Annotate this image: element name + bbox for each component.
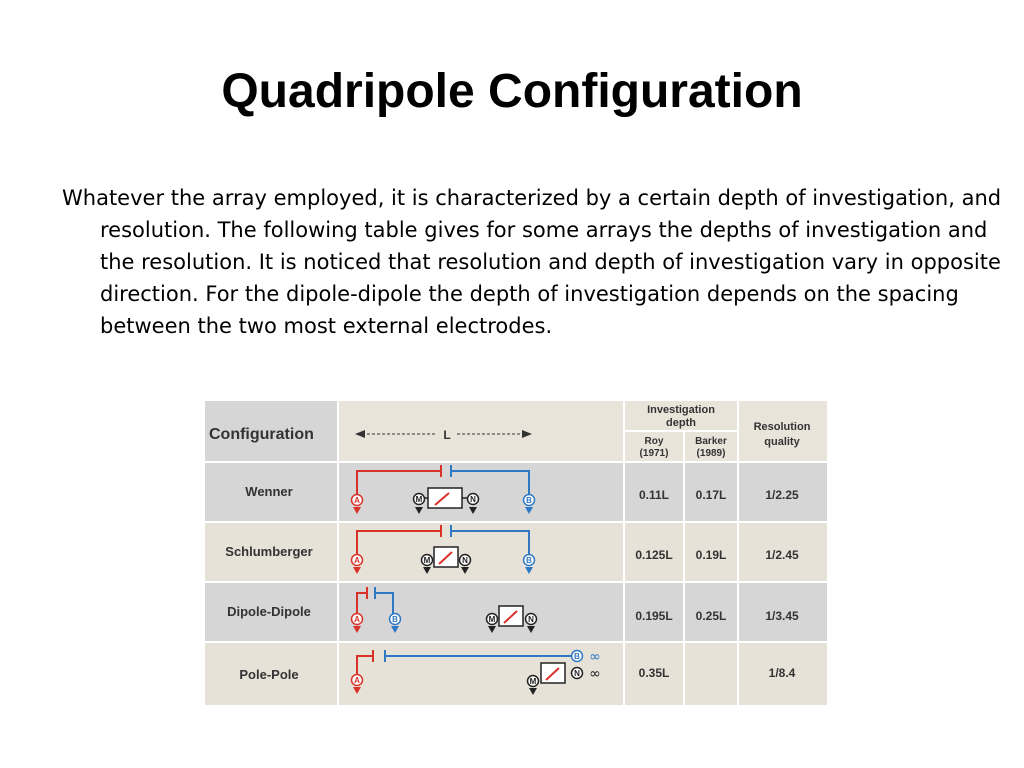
infinity-icon: ∞ (589, 649, 601, 665)
header-barker-line1: Barker (695, 436, 727, 447)
svg-text:M: M (529, 677, 537, 686)
svg-text:A: A (354, 556, 360, 565)
schlumberger-barker-value: 0.19L (695, 548, 727, 562)
dipole-barker-value: 0.25L (695, 609, 727, 623)
header-configuration: Configuration (209, 426, 314, 443)
svg-text:A: A (354, 496, 360, 505)
wenner-roy-value: 0.11L (638, 488, 670, 502)
svg-text:B: B (526, 496, 532, 505)
row-name-dipole-dipole: Dipole-Dipole (227, 604, 311, 619)
dipole-resolution-value: 1/3.45 (765, 609, 799, 623)
wenner-resolution-value: 1/2.25 (765, 488, 799, 502)
polepole-resolution-value: 1/8.4 (768, 666, 796, 680)
header-roy-line2: (1971) (639, 448, 669, 459)
svg-text:N: N (462, 556, 468, 565)
row-name-wenner: Wenner (245, 484, 293, 499)
row-name-pole-pole: Pole-Pole (239, 667, 299, 682)
infinity-icon: ∞ (589, 666, 601, 682)
header-resolution-line2: quality (764, 436, 800, 448)
slide-body-text: Whatever the array employed, it is characterized by a certain depth of investigation, and resolution. The following table gives for some arrays the depths of investigation and the resolution. It is noticed that resolution and depth of investigation vary in opposite direction. For the dipole-dipole the depth of investigation depends on the spacing between the two most external electrodes. (62, 186, 1002, 338)
schlumberger-resolution-value: 1/2.45 (765, 548, 799, 562)
length-label: L (443, 428, 451, 442)
header-barker-line2: (1989) (696, 448, 726, 459)
dipole-roy-value: 0.195L (635, 609, 673, 623)
svg-text:M: M (415, 495, 423, 504)
wenner-barker-value: 0.17L (695, 488, 727, 502)
slide-title: Quadripole Configuration (221, 65, 803, 118)
configuration-table-figure (205, 401, 827, 705)
svg-text:M: M (488, 615, 496, 624)
svg-text:B: B (392, 615, 398, 624)
svg-text:A: A (354, 676, 360, 685)
svg-text:M: M (423, 556, 431, 565)
configuration-table (205, 401, 827, 705)
svg-text:B: B (526, 556, 532, 565)
svg-text:B: B (574, 652, 580, 661)
header-resolution-line1: Resolution (753, 421, 811, 433)
header-investigation-line2: depth (666, 417, 696, 429)
header-roy-line1: Roy (644, 436, 664, 447)
schlumberger-roy-value: 0.125L (635, 548, 673, 562)
polepole-roy-value: 0.35L (638, 666, 670, 680)
header-investigation-line1: Investigation (647, 404, 715, 416)
svg-text:N: N (528, 615, 534, 624)
voltmeter-icon (428, 488, 462, 508)
svg-text:N: N (470, 495, 476, 504)
row-name-schlumberger: Schlumberger (225, 544, 313, 559)
svg-text:N: N (574, 669, 580, 678)
svg-text:A: A (354, 615, 360, 624)
